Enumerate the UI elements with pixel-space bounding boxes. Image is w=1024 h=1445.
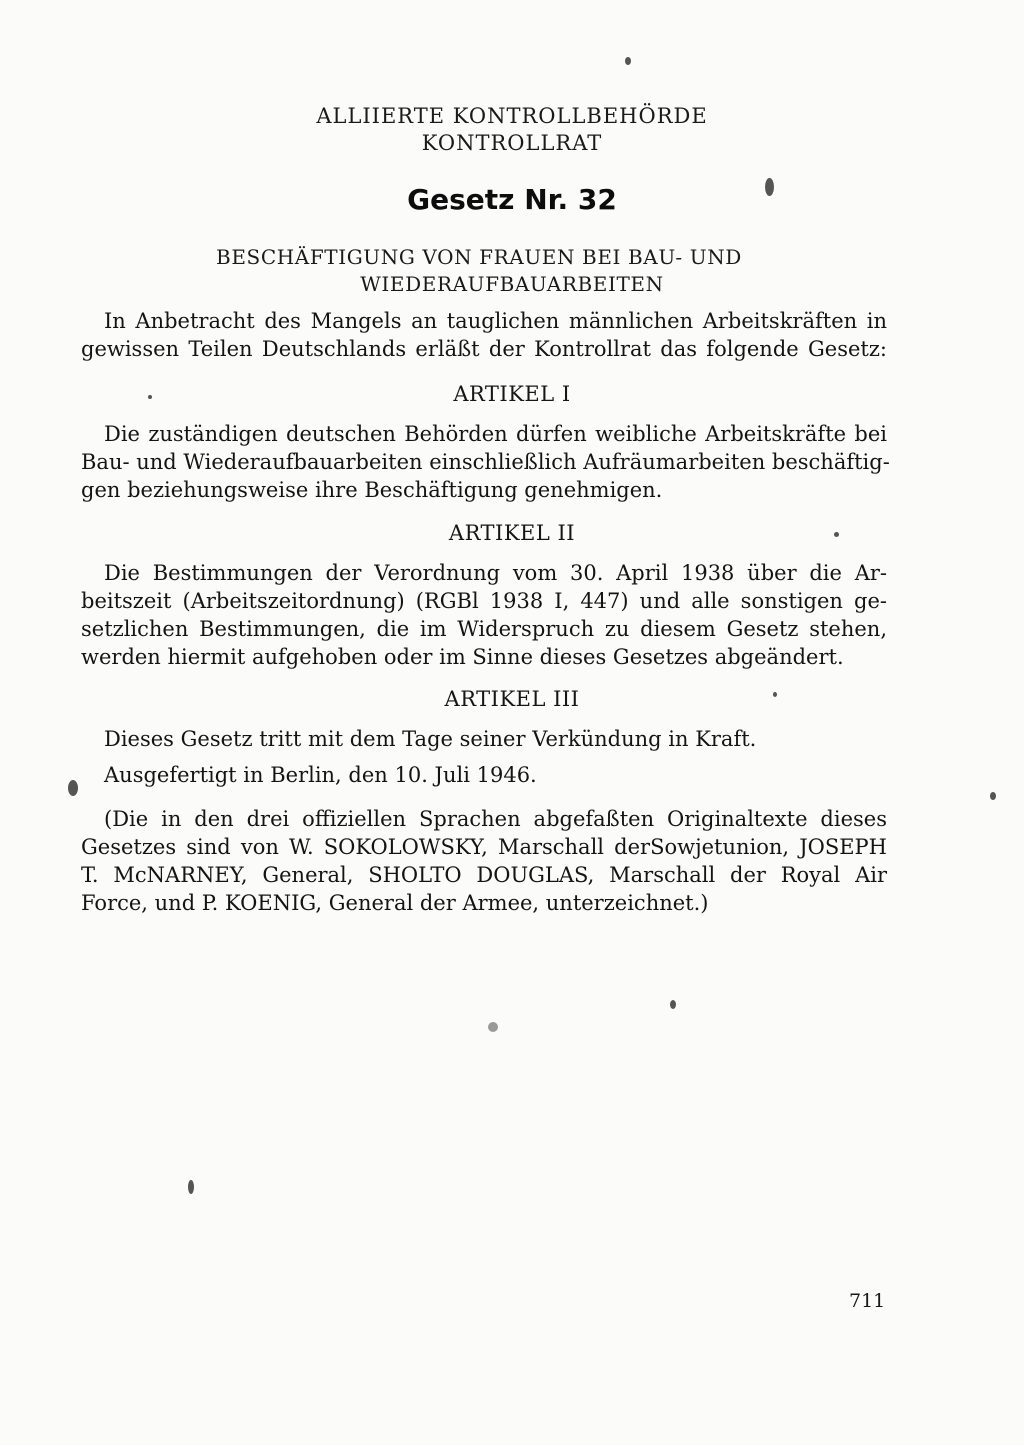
council-heading: KONTROLLRAT: [421, 131, 603, 155]
article-1-line: Bau- und Wiederaufbauarbeiten einschließlich Aufräumarbeiten beschäftig-: [81, 450, 890, 474]
note-line: T. McNARNEY, General, SHOLTO DOUGLAS, Marschall der Royal Air: [81, 863, 887, 887]
article-1-paragraph: [81, 420, 890, 504]
article-2-line: beitszeit (Arbeitszeitordnung) (RGBl 1938 I, 447) und alle sonstigen ge-: [81, 589, 887, 613]
article-3-heading: ARTIKEL III: [444, 687, 580, 711]
scan-speck: [148, 395, 152, 399]
signing-date-line: Ausgefertigt in Berlin, den 10. Juli 1946.: [104, 763, 537, 787]
article-2-line: setzlichen Bestimmungen, die im Widerspruch zu diesem Gesetz stehen,: [81, 617, 887, 641]
scan-speck: [834, 532, 839, 537]
article-1-line: Die zuständigen deutschen Behörden dürfen weibliche Arbeitskräfte bei: [104, 422, 887, 446]
scan-speck: [68, 780, 78, 796]
law-subtitle-line-1: BESCHÄFTIGUNG VON FRAUEN BEI BAU- UND: [216, 245, 742, 269]
signatories-note: [81, 805, 887, 917]
authority-heading: ALLIIERTE KONTROLLBEHÖRDE: [316, 104, 708, 128]
scan-speck: [670, 1000, 676, 1009]
scan-speck: [188, 1180, 194, 1194]
note-line: Gesetzes sind von W. SOKOLOWSKY, Marschall derSowjetunion, JOSEPH: [81, 835, 887, 859]
article-2-line: Die Bestimmungen der Verordnung vom 30. April 1938 über die Ar-: [104, 561, 887, 585]
scan-speck: [765, 178, 774, 196]
preamble-line: gewissen Teilen Deutschlands erläßt der Kontrollrat das folgende Gesetz:: [81, 337, 887, 361]
article-2-paragraph: [81, 559, 887, 671]
law-title: Gesetz Nr. 32: [407, 183, 617, 216]
scan-speck: [488, 1022, 498, 1032]
note-line: (Die in den drei offiziellen Sprachen abgefaßten Originaltexte dieses: [104, 807, 887, 831]
law-subtitle-line-2: WIEDERAUFBAUARBEITEN: [360, 272, 664, 296]
article-2-line: werden hiermit aufgehoben oder im Sinne dieses Gesetzes abgeändert.: [81, 645, 844, 669]
article-3-text: Dieses Gesetz tritt mit dem Tage seiner Verkündung in Kraft.: [104, 727, 757, 751]
scan-speck: [990, 792, 996, 800]
scan-speck: [625, 57, 631, 65]
preamble-line: In Anbetracht des Mangels an tauglichen männlichen Arbeitskräften in: [104, 309, 887, 333]
article-1-line: gen beziehungsweise ihre Beschäftigung genehmigen.: [81, 478, 663, 502]
article-1-heading: ARTIKEL I: [453, 382, 571, 406]
note-line: Force, und P. KOENIG, General der Armee, unterzeichnet.): [81, 891, 709, 915]
article-2-heading: ARTIKEL II: [448, 521, 576, 545]
preamble-paragraph: [81, 307, 887, 363]
page-number: 711: [849, 1290, 886, 1312]
scan-speck: [773, 692, 777, 697]
